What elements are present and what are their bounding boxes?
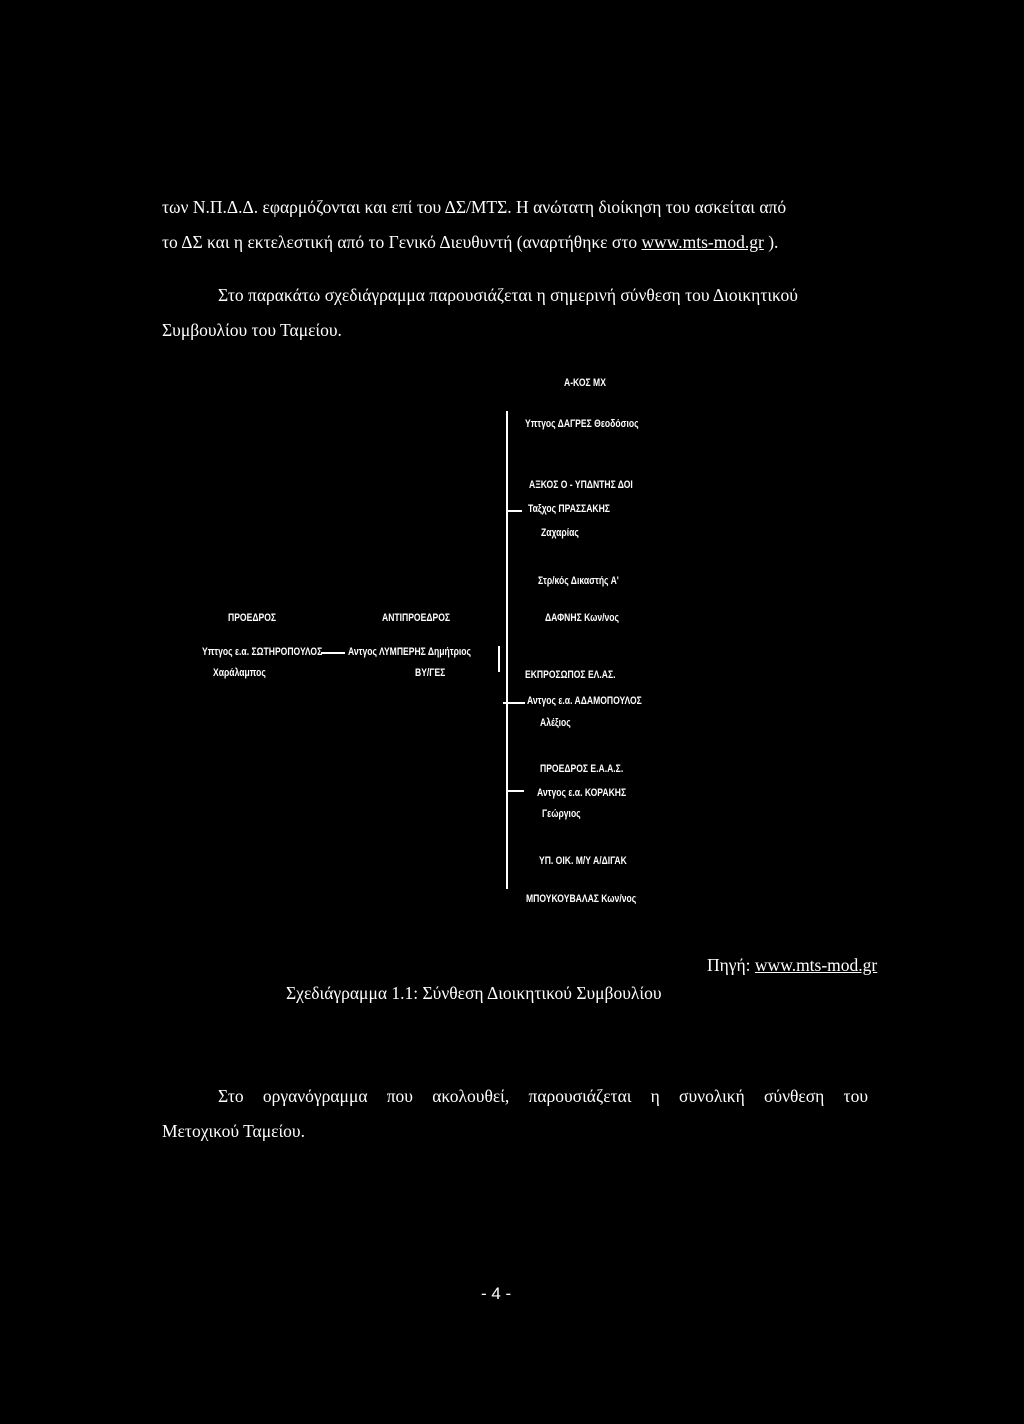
chart-head-title: Α-ΚΟΣ ΜΧ [564,377,606,389]
chart-member3-name: Αντγος ε.α. ΑΔΑΜΟΠΟΥΛΟΣ [527,695,642,707]
outro-line-2: Μετοχικού Ταμείου. [162,1121,305,1141]
source-line [707,955,877,976]
chart-member5-name: ΜΠΟΥΚΟΥΒΑΛΑΣ Κων/νος [526,893,637,905]
outro-line-1: Στο οργανόγραμμα που ακολουθεί, παρουσιάζεται η συνολική σύνθεση του [218,1086,868,1106]
chart-member5-title: ΥΠ. ΟΙΚ. Μ/Υ Α/ΔΙΓΑΚ [539,855,627,867]
chart-connector-member1 [506,510,522,512]
chart-member4-name: Αντγος ε.α. ΚΟΡΑΚΗΣ [537,787,627,799]
chart-connector-president [321,652,345,654]
chart-member4-title: ΠΡΟΕΔΡΟΣ Ε.Α.Α.Σ. [540,763,624,775]
chart-vice-title: ΑΝΤΙΠΡΟΕΔΡΟΣ [382,612,451,624]
chart-left-vertical-line [498,646,500,672]
chart-main-vertical-line [506,411,508,889]
chart-head-name: Υπτγος ΔΑΓΡΕΣ Θεοδόσιος [525,418,639,430]
intro-line-1: των Ν.Π.Δ.Δ. εφαρμόζονται και επί του ΔΣ/ΜΤΣ. Η ανώτατη διοίκηση του ασκείται από [162,197,787,217]
chart-president-title: ΠΡΟΕΔΡΟΣ [228,612,277,624]
chart-member3-title: ΕΚΠΡΟΣΩΠΟΣ ΕΛ.ΑΣ. [525,669,616,681]
chart-member1-title: ΑΞΚΟΣ Ο - ΥΠΔΝΤΗΣ ΔΟΙ [529,479,633,491]
chart-member4-first: Γεώργιος [542,808,581,820]
source-link[interactable]: www.mts-mod.gr [754,955,878,975]
intro-line-3: Στο παρακάτω σχεδιάγραμμα παρουσιάζεται η σημερινή σύνθεση του Διοικητικού [218,285,798,305]
chart-connector-member3 [503,702,525,704]
source-label: Πηγή: [707,955,755,975]
chart-connector-member4 [506,790,524,792]
intro-line-2-end: ). [763,232,779,252]
chart-vice-name: Αντγος ΛΥΜΠΕΡΗΣ Δημήτριος [348,646,472,658]
chart-member2-name: ΔΑΦΝΗΣ Κων/νος [545,612,619,624]
chart-president-name: Υπτγος ε.α. ΣΩΤΗΡΟΠΟΥΛΟΣ [202,646,323,658]
chart-president-first: Χαράλαμπος [213,667,266,679]
chart-member1-name: Ταξχος ΠΡΑΣΣΑΚΗΣ [528,503,610,515]
chart-vice-org: ΒΥ/ΓΕΣ [415,667,446,679]
intro-line-2 [162,232,778,252]
chart-member1-first: Ζαχαρίας [541,527,579,539]
chart-member3-first: Αλέξιος [540,717,571,729]
chart-member2-title: Στρ/κός Δικαστής Α' [538,575,619,587]
intro-line-4: Συμβουλίου του Ταμείου. [162,320,342,340]
mts-link[interactable]: www.mts-mod.gr [641,232,764,252]
intro-line-2-text: το ΔΣ και η εκτελεστική από το Γενικό Διευθυντή (αναρτήθηκε στο [162,232,642,252]
page-number: - 4 - [481,1284,512,1303]
chart-caption: Σχεδιάγραμμα 1.1: Σύνθεση Διοικητικού Συμβουλίου [286,983,662,1003]
